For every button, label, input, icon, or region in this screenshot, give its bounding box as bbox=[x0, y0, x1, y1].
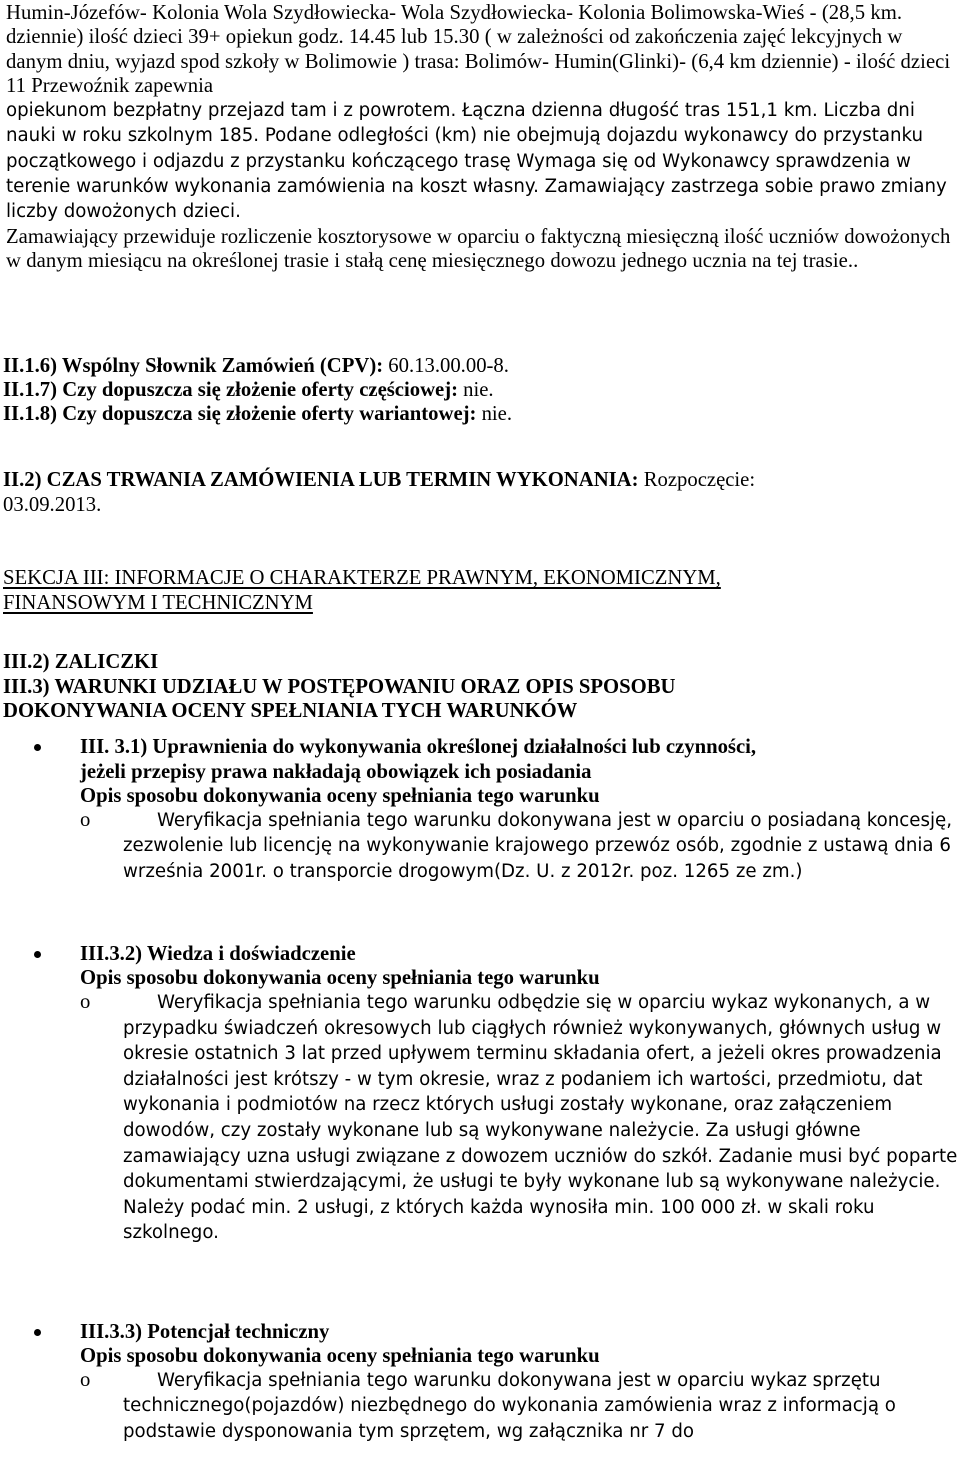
partial-offer-label: II.1.7) Czy dopuszcza się złożenie oferty częściowej: bbox=[3, 379, 458, 401]
intro-paragraph-1: Humin-Józefów- Kolonia Wola Szydłowiecka- Wola Szydłowiecka- Kolonia Bolimowska-Wieś - (28,5 km. dziennie) ilość dzieci 39+ opiekun godz. 14.45 lub 15.30 ( w zależności od zakończenia zajęć lekcyjnych w danym dniu, wyjazd spod szkoły w Bolimowie ) trasa: Bolimów- Humin(Glinki)- (6,4 km dziennie) - ilość dzieci 11 Przewoźnik zapewnia bbox=[6, 2, 951, 97]
conditions-heading-line-2: DOKONYWANIA OCENY SPEŁNIANIA TYCH WARUNKÓW bbox=[3, 700, 578, 722]
item-2-title: III.3.2) Wiedza i doświadczenie bbox=[80, 943, 356, 965]
item-1-title-line-1: III. 3.1) Uprawnienia do wykonywania określonej działalności lub czynności, bbox=[80, 736, 757, 758]
item-3-text-body: Weryfikacja spełniania tego warunku dokonywana jest w oparciu wykaz sprzętu technicznego(pojazdów) niezbędnego do wykonania zamówienia wraz z informacją o podstawie dysponowania tym sprzętem, wg załącznika nr 7 do bbox=[123, 1370, 896, 1442]
item-3-desc-heading: Opis sposobu dokonywania oceny spełniania tego warunku bbox=[80, 1345, 600, 1367]
variant-offer-value: nie. bbox=[476, 403, 513, 425]
intro-text bbox=[3, 1, 958, 273]
duration-date: 03.09.2013. bbox=[3, 494, 102, 516]
bullet-icon bbox=[34, 1329, 41, 1336]
item-2-desc-heading: Opis sposobu dokonywania oceny spełniania tego warunku bbox=[80, 967, 600, 989]
cpv-label: II.1.6) Wspólny Słownik Zamówień (CPV): bbox=[3, 355, 384, 377]
bullet-icon bbox=[34, 951, 41, 958]
variant-offer-line bbox=[3, 402, 512, 426]
duration-value: Rozpoczęcie: bbox=[638, 469, 756, 491]
intro-paragraph-3: Zamawiający przewiduje rozliczenie kosztorysowe w oparciu o faktyczną miesięczną ilość uczniów dowożonych w danym miesiącu na określonej trasie i stałą cenę miesięcznego dowozu jednego ucznia na tej trasie.. bbox=[6, 225, 951, 272]
partial-offer-line bbox=[3, 378, 494, 402]
cpv-value: 60.13.00.00-8. bbox=[383, 355, 509, 377]
item-1-desc-heading: Opis sposobu dokonywania oceny spełniania tego warunku bbox=[80, 785, 600, 807]
section-3-heading-line-1: SEKCJA III: INFORMACJE O CHARAKTERZE PRAWNYM, EKONOMICZNYM, bbox=[3, 567, 721, 589]
variant-offer-label: II.1.8) Czy dopuszcza się złożenie oferty wariantowej: bbox=[3, 403, 477, 425]
item-1-text bbox=[123, 808, 955, 884]
sub-bullet-icon: o bbox=[80, 1369, 91, 1391]
item-3-title: III.3.3) Potencjał techniczny bbox=[80, 1321, 330, 1343]
sub-bullet-icon: o bbox=[80, 809, 91, 831]
section-3-heading-line-2: FINANSOWYM I TECHNICZNYM bbox=[3, 592, 313, 614]
intro-paragraph-2: opiekunom bezpłatny przejazd tam i z powrotem. Łączna dzienna długość tras 151,1 km. Liczba dni nauki w roku szkolnym 185. Podane odległości (km) nie obejmują dojazdu wykonawcy do przystanku początkowego i odjazdu z przystanku kończącego trasę Wymaga się od Wykonawcy sprawdzenia w terenie warunków wykonania zamówienia na koszt własny. Zamawiający zastrzega sobie prawo zmiany liczby dowożonych dzieci. bbox=[6, 100, 947, 223]
sub-bullet-icon: o bbox=[80, 991, 91, 1013]
item-1-text-body: Weryfikacja spełniania tego warunku dokonywana jest w oparciu o posiadaną koncesję, zezwolenie lub licencję na wykonywanie krajowego przewóz osób, zgodnie z ustawą dnia 6 września 2001r. o transporcie drogowym(Dz. U. z 2012r. poz. 1265 ze zm.) bbox=[123, 810, 952, 882]
bullet-icon bbox=[34, 744, 41, 751]
duration-line bbox=[3, 468, 755, 492]
item-1-title-line-2: jeżeli przepisy prawa nakładają obowiązek ich posiadania bbox=[80, 761, 592, 783]
duration-label: II.2) CZAS TRWANIA ZAMÓWIENIA LUB TERMIN WYKONANIA: bbox=[3, 469, 639, 491]
item-3-text bbox=[123, 1368, 955, 1444]
item-2-text bbox=[123, 990, 959, 1246]
item-2-text-body: Weryfikacja spełniania tego warunku odbędzie się w oparciu wykaz wykonanych, a w przypadku świadczeń okresowych lub ciągłych również wykonywanych, głównych usług w okresie ostatnich 3 lat przed upływem terminu składania ofert, a jeżeli okres prowadzenia działalności jest krótszy - w tym okresie, wraz z podaniem ich wartości, przedmiotu, dat wykonania i podmiotów na rzecz których usługi zostały wykonane, oraz załączeniem dowodów, czy zostały wykonane lub są wykonywane należycie. Za usługi główne zamawiający uzna usługi związane z dowozem uczniów do szkół. Zadanie musi być poparte dokumentami stwierdzającymi, że usługi te były wykonane lub są wykonywane należycie. Należy podać min. 2 usługi, z których każda wynosiła min. 100 000 zł. w skali roku szkolnego. bbox=[123, 992, 958, 1244]
partial-offer-value: nie. bbox=[457, 379, 494, 401]
conditions-heading-line-1: III.3) WARUNKI UDZIAŁU W POSTĘPOWANIU ORAZ OPIS SPOSOBU bbox=[3, 676, 676, 698]
cpv-line bbox=[3, 354, 509, 378]
advances-heading: III.2) ZALICZKI bbox=[3, 651, 159, 673]
